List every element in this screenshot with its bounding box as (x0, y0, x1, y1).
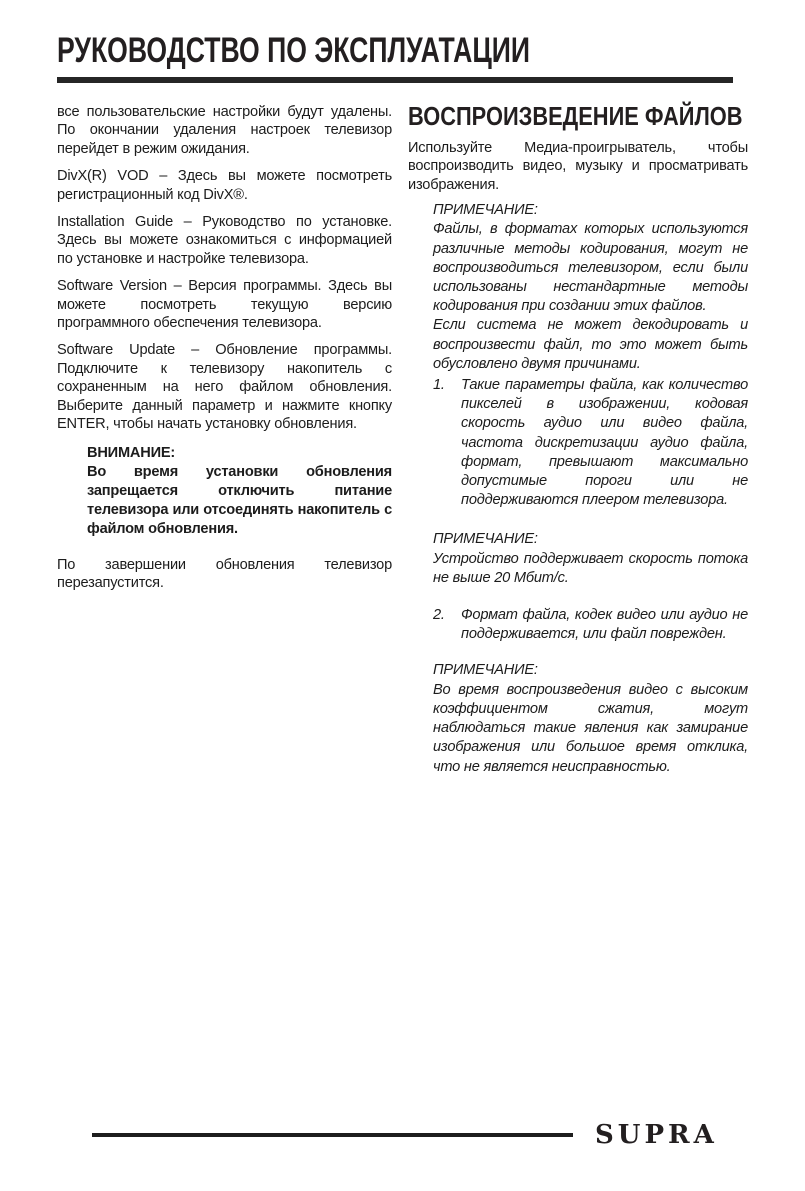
item-text: Такие параметры файла, как количество пикселей в изображении, кодовая скорость аудио или видео файла, частота дискретизации аудио файла, формат, превышают максимально допустимые пороги или не поддерживаются плеером телевизора. (461, 377, 748, 509)
note-text: Во время воспроизведения видео с высоким коэффициентом сжатия, могут наблюдаться такие явления как замирание изображения или большое время отклика, что не является неисправностью. (433, 681, 748, 775)
note-label: ПРИМЕЧАНИЕ: (433, 202, 538, 219)
header-rule (57, 77, 733, 83)
footer-rule (92, 1133, 573, 1137)
right-column (408, 103, 748, 777)
paragraph-restart: По завершении обновления телевизор перезапустится. (57, 556, 392, 591)
page-footer (57, 1120, 748, 1150)
note-label: ПРИМЕЧАНИЕ: (433, 662, 538, 679)
paragraph-software-version: Software Version – Версия программы. Здесь вы можете посмотреть текущую версию программного обеспечения телевизора. (57, 278, 392, 332)
item-number: 1. (433, 377, 445, 394)
brand-logo: SUPRA (595, 1120, 718, 1150)
note-text: Если система не может декодировать и воспроизвести файл, то это может быть обусловлено двумя причинами. (433, 317, 748, 372)
note-block-3 (433, 661, 748, 776)
paragraph-installation-guide: Installation Guide – Руководство по установке. Здесь вы можете ознакомиться с информацией по установке и настройке телевизора. (57, 214, 392, 267)
page-title: РУКОВОДСТВО ПО ЭКСПЛУАТАЦИИ (57, 31, 531, 70)
note-text: Устройство поддерживает скорость потока не выше 20 Мбит/с. (433, 550, 748, 586)
warning-block (87, 444, 392, 539)
warning-label: ВНИМАНИЕ: (87, 444, 176, 461)
numbered-item-2 (433, 606, 748, 644)
paragraph-software-update: Software Update – Обновление программы. Подключите к телевизору накопитель с сохраненным на него файлом обновления. Выберите данный параметр и нажмите кнопку ENTER, чтобы начать установку обновления. (57, 342, 392, 433)
left-column (57, 103, 392, 777)
note-text: Файлы, в форматах которых используются различные методы кодирования, могут не воспроизводиться телевизором, если были использованы нестандартные методы кодирования при создании этих файлов. (433, 221, 748, 315)
section-intro: Используйте Медиа-проигрыватель, чтобы воспроизводить видео, музыку и просматривать изображения. (408, 140, 748, 193)
warning-text: Во время установки обновления запрещается отключить питание телевизора или отсоединять накопитель с файлом обновления. (87, 463, 392, 537)
content-columns (57, 103, 748, 777)
section-title: ВОСПРОИЗВЕДЕНИЕ ФАЙЛОВ (408, 101, 743, 131)
note-label: ПРИМЕЧАНИЕ: (433, 531, 538, 548)
item-number: 2. (433, 607, 445, 624)
note-block-2 (433, 530, 748, 588)
paragraph-continuation: все пользовательские настройки будут удалены. По окончании удаления настроек телевизор перейдет в режим ожидания. (57, 104, 392, 157)
page-header (57, 33, 748, 83)
paragraph-divx-vod: DivX(R) VOD – Здесь вы можете посмотреть регистрационный код DivX®. (57, 168, 392, 203)
note-block-1 (433, 201, 748, 374)
item-text: Формат файла, кодек видео или аудио не поддерживается, или файл поврежден. (461, 607, 748, 643)
numbered-item-1 (433, 376, 748, 510)
